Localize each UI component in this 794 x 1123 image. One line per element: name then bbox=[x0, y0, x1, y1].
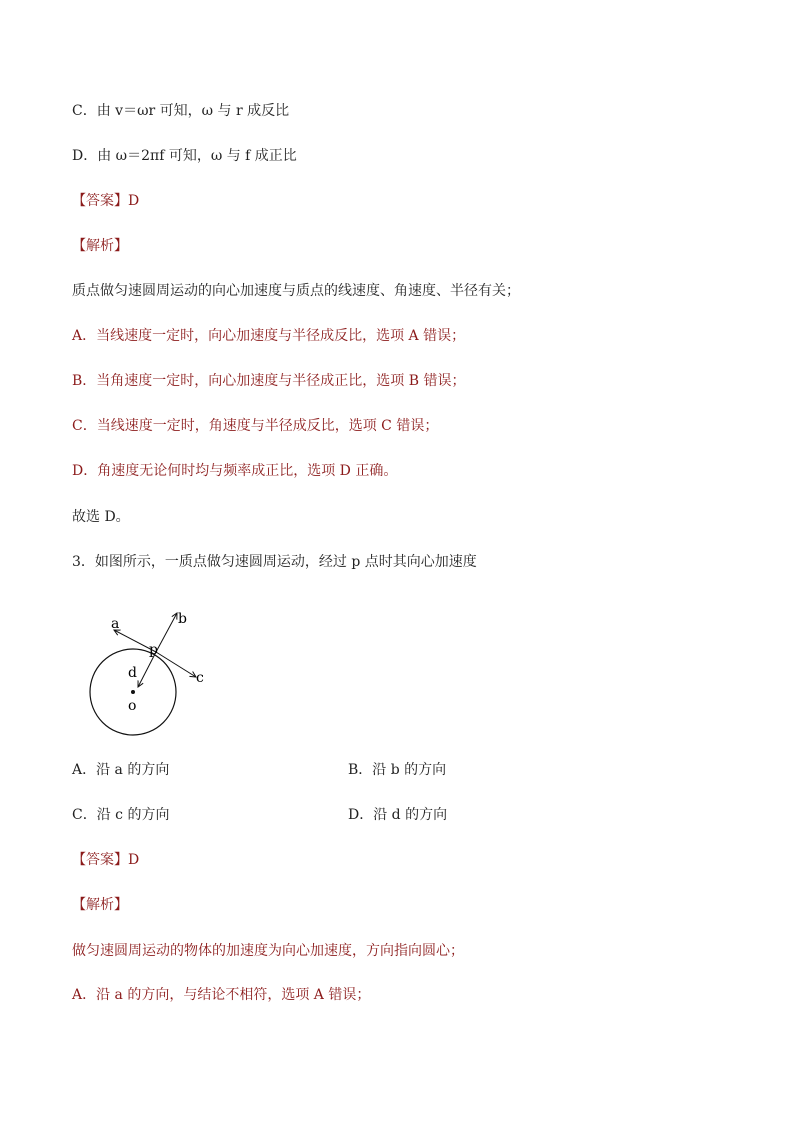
option-c-previous: C．由 v＝ωr 可知，ω 与 r 成反比 bbox=[72, 103, 290, 119]
analysis-1-b: B．当角速度一定时，向心加速度与半径成正比，选项 B 错误； bbox=[72, 373, 466, 389]
label-b: b bbox=[178, 611, 187, 627]
answer-label: 【答案】 bbox=[72, 193, 128, 209]
option-a: A．沿 a 的方向 bbox=[72, 762, 170, 778]
answer-2 bbox=[72, 850, 139, 870]
arrow-b bbox=[156, 613, 177, 652]
label-c: c bbox=[196, 670, 204, 686]
analysis-2-a: A．沿 a 的方向，与结论不相符，选项 A 错误； bbox=[72, 987, 371, 1003]
option-b: B．沿 b 的方向 bbox=[348, 762, 447, 778]
label-d: d bbox=[128, 665, 137, 681]
answer-1 bbox=[72, 191, 139, 211]
arrow-c bbox=[156, 652, 196, 677]
label-a: a bbox=[111, 616, 120, 632]
analysis-label-1: 【解析】 bbox=[72, 238, 128, 254]
analysis-1-d: D．角速度无论何时均与频率成正比，选项 D 正确。 bbox=[72, 463, 398, 479]
answer-label: 【答案】 bbox=[72, 852, 128, 868]
center-dot bbox=[131, 690, 135, 694]
label-o: o bbox=[128, 698, 137, 714]
analysis-1-c: C．当线速度一定时，角速度与半径成反比，选项 C 错误； bbox=[72, 418, 439, 434]
analysis-1-a: A．当线速度一定时，向心加速度与半径成反比，选项 A 错误； bbox=[72, 328, 466, 344]
label-p: p bbox=[149, 642, 158, 658]
option-d: D．沿 d 的方向 bbox=[348, 807, 448, 823]
answer-value: D bbox=[128, 193, 140, 209]
analysis-2-intro: 做匀速圆周运动的物体的加速度为向心加速度，方向指向圆心； bbox=[72, 943, 464, 959]
answer-value: D bbox=[128, 852, 140, 868]
option-c: C．沿 c 的方向 bbox=[72, 807, 170, 823]
question-3: 3．如图所示，一质点做匀速圆周运动，经过 p 点时其向心加速度 bbox=[72, 554, 477, 570]
analysis-1-conclusion: 故选 D。 bbox=[72, 509, 130, 525]
analysis-label-2: 【解析】 bbox=[72, 897, 128, 913]
option-d-previous: D．由 ω＝2πf 可知，ω 与 f 成正比 bbox=[72, 148, 297, 164]
analysis-1-intro: 质点做匀速圆周运动的向心加速度与质点的线速度、角速度、半径有关； bbox=[72, 283, 520, 299]
circle-motion-figure bbox=[80, 600, 230, 750]
